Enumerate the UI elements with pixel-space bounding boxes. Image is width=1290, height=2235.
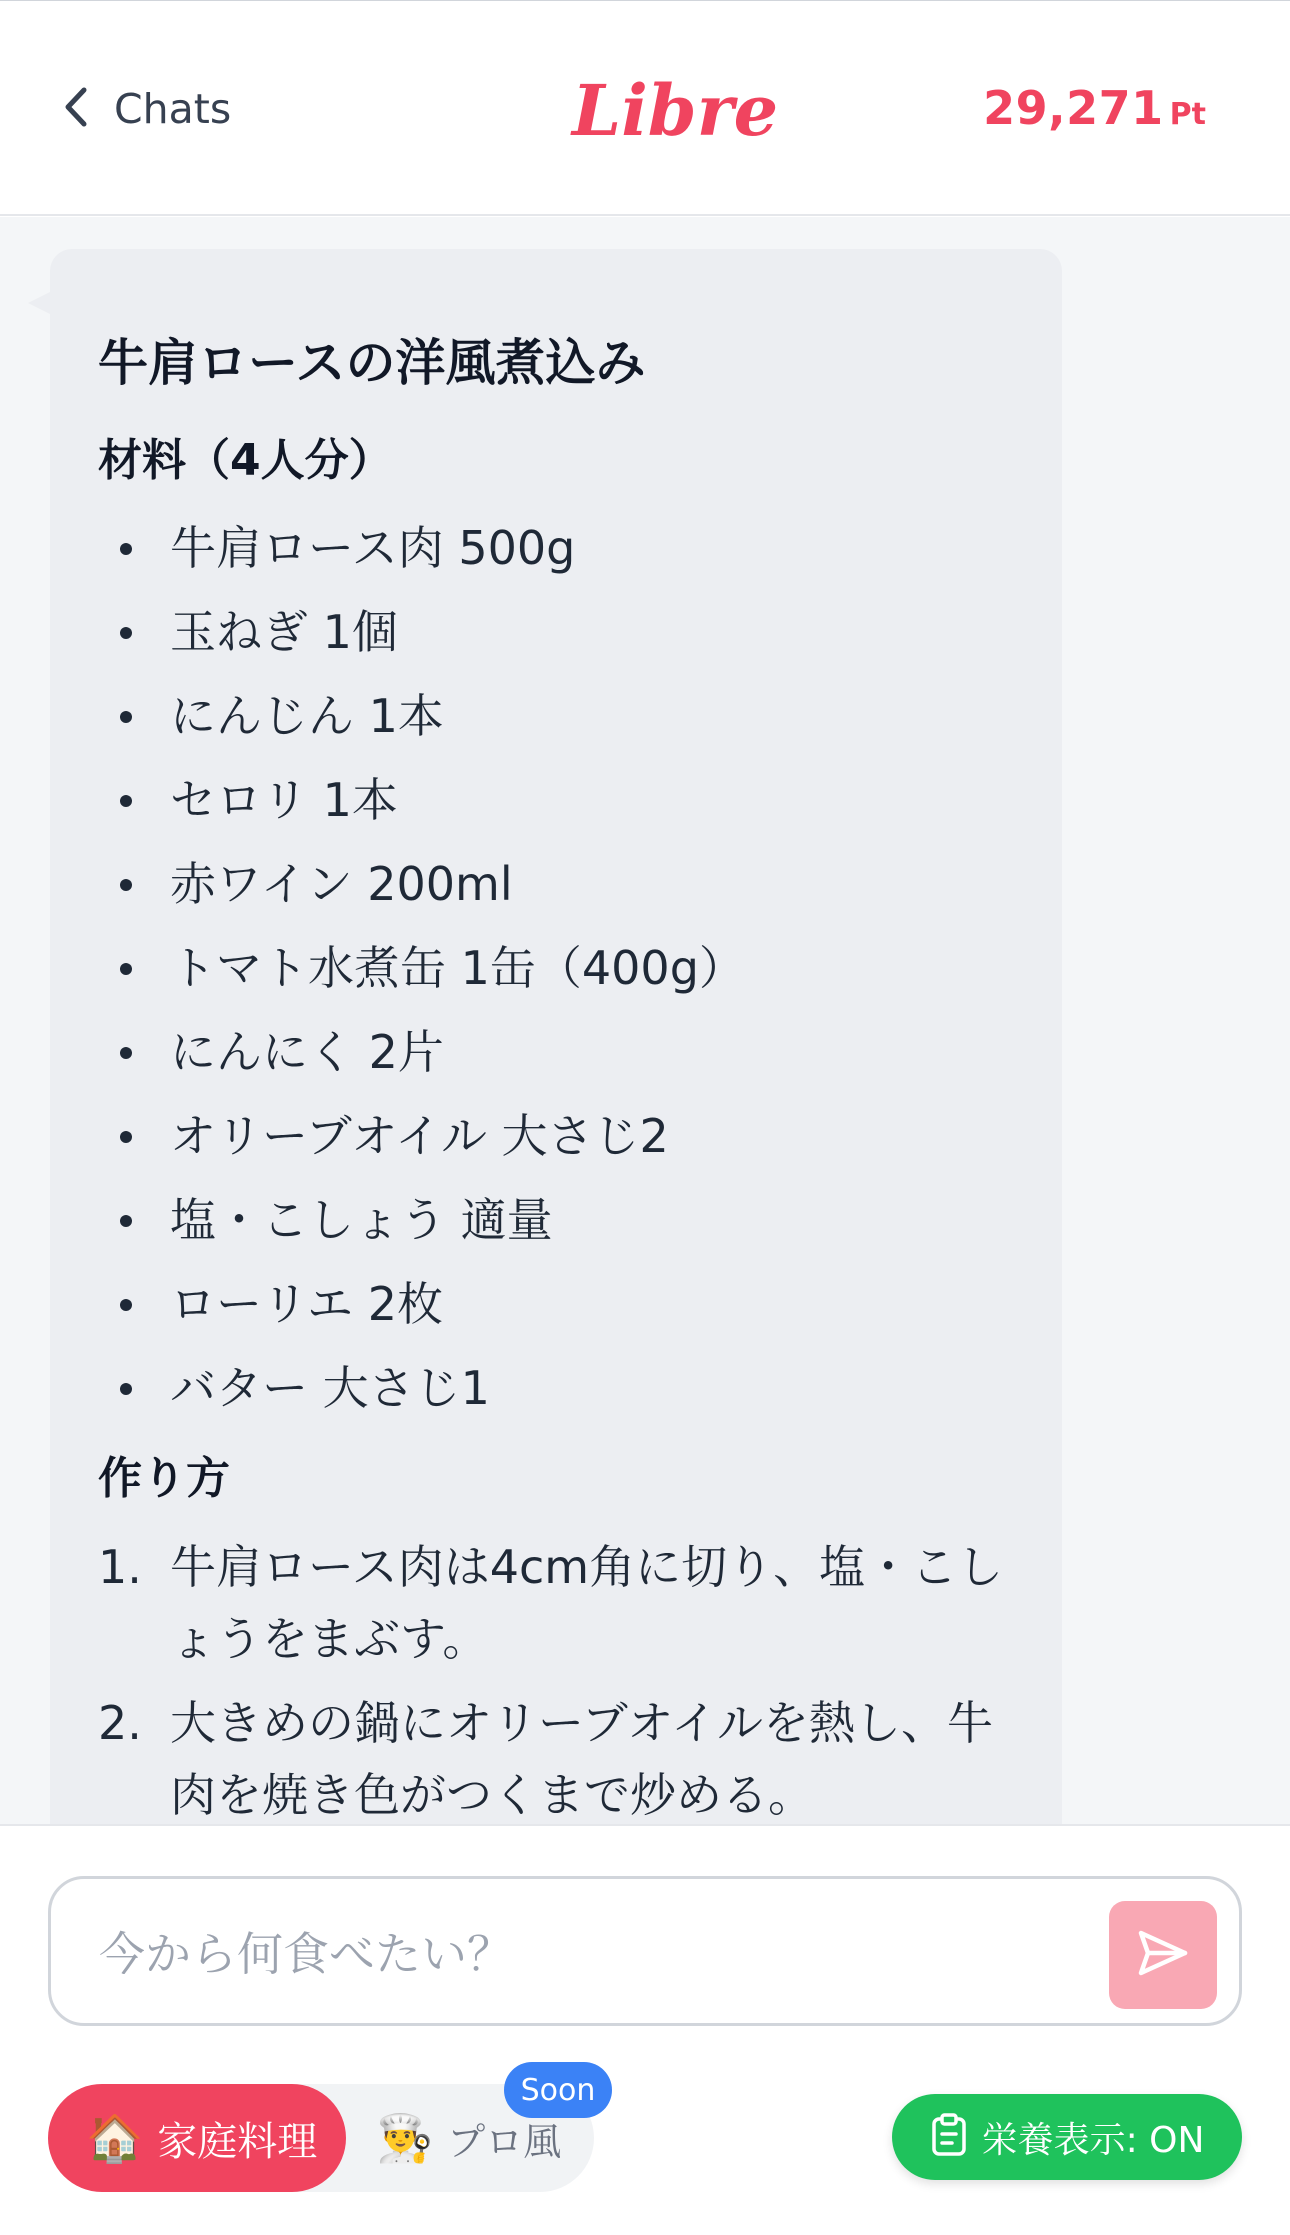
chevron-left-icon	[58, 84, 96, 134]
recipe-title: 牛肩ロースの洋風煮込み	[98, 334, 646, 392]
ingredient-item: 玉ねぎ 1個	[98, 597, 1014, 681]
send-icon	[1135, 1925, 1191, 1985]
composer	[0, 1824, 1290, 2235]
nutrition-label: 栄養表示: ON	[981, 2119, 1205, 2161]
ingredient-item: トマト水煮缶 1缶（400g）	[98, 933, 1014, 1017]
ingredients-heading: 材料（4人分）	[98, 435, 393, 486]
step-text: 大きめの鍋にオリーブオイルを熱し、牛肉を焼き色がつくまで炒める。	[170, 1696, 993, 1822]
house-icon: 🏠	[86, 2111, 144, 2165]
chef-icon: 👨‍🍳	[376, 2111, 434, 2165]
step-number: 2.	[98, 1696, 142, 1750]
app-header	[0, 0, 1290, 216]
step-text: 牛肩ロース肉は4cm角に切り、塩・こしょうをまぶす。	[170, 1540, 1004, 1666]
step-item	[98, 1531, 1028, 1675]
ingredient-item: 塩・こしょう 適量	[98, 1185, 1014, 1269]
back-to-chats-button[interactable]	[58, 79, 231, 139]
points-unit: Pt	[1169, 97, 1206, 132]
ingredient-item: にんじん 1本	[98, 681, 1014, 765]
ingredient-item: バター 大さじ1	[98, 1353, 1014, 1437]
mode-home-cooking-button[interactable]	[48, 2084, 346, 2192]
points-display	[983, 81, 1206, 135]
message-input-box	[48, 1876, 1242, 2026]
step-number: 1.	[98, 1540, 142, 1594]
message-input[interactable]	[99, 1919, 1099, 1989]
send-button[interactable]	[1109, 1901, 1217, 2009]
ingredient-list	[98, 513, 1014, 1437]
ingredient-item: にんにく 2片	[98, 1017, 1014, 1101]
mode-home-label: 家庭料理	[157, 2118, 318, 2165]
brand-logo	[570, 63, 779, 153]
back-label: Chats	[114, 85, 232, 133]
svg-text:Libre: Libre	[572, 69, 779, 152]
mode-pro-label: プロ風	[447, 2119, 562, 2164]
points-value: 29,271	[983, 81, 1164, 135]
step-item	[98, 1687, 1028, 1831]
method-heading: 作り方	[98, 1453, 230, 1504]
ingredient-item: オリーブオイル 大さじ2	[98, 1101, 1014, 1185]
ingredient-item: ローリエ 2枚	[98, 1269, 1014, 1353]
ingredient-item: セロリ 1本	[98, 765, 1014, 849]
ingredient-item: 牛肩ロース肉 500g	[98, 513, 1014, 597]
chat-area[interactable]	[0, 217, 1290, 1824]
assistant-message-bubble	[50, 249, 1062, 1949]
step-list	[98, 1531, 1014, 1831]
nutrition-toggle-button[interactable]	[892, 2094, 1242, 2180]
soon-badge: Soon	[504, 2062, 612, 2118]
clipboard-icon	[930, 2113, 968, 2161]
ingredient-item: 赤ワイン 200ml	[98, 849, 1014, 933]
